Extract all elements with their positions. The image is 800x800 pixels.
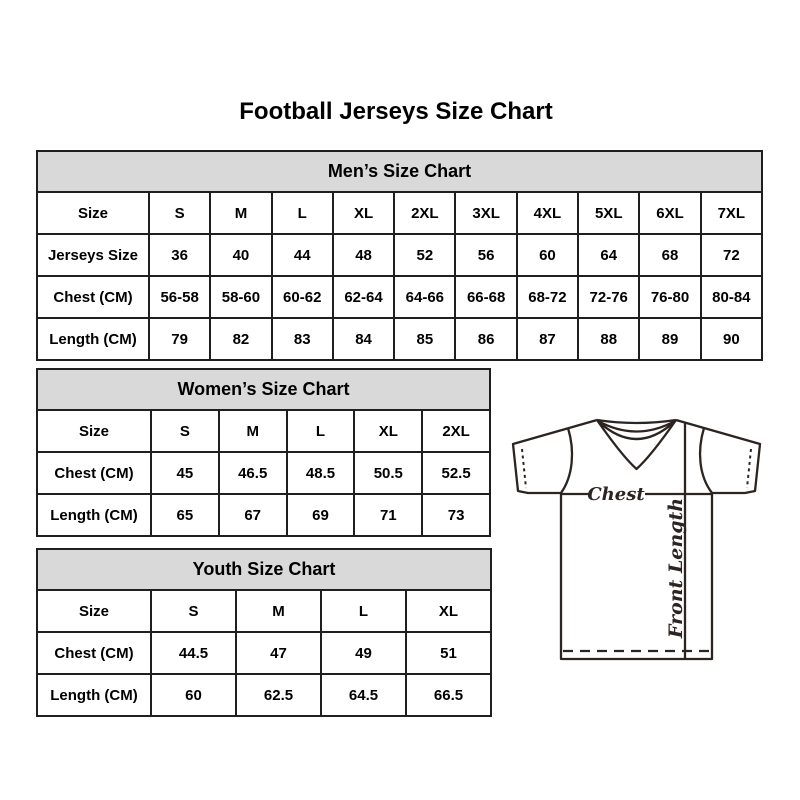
value-cell: S	[151, 410, 219, 452]
table-header-row	[37, 151, 762, 192]
table-header-row	[37, 369, 490, 410]
jersey-collar-top	[597, 420, 676, 423]
value-cell: XL	[354, 410, 422, 452]
front-length-label: Front Length	[665, 497, 687, 639]
table-row	[37, 494, 490, 536]
table-row	[37, 674, 491, 716]
value-cell: 88	[578, 318, 639, 360]
value-cell: 52	[394, 234, 455, 276]
table-header-row	[37, 549, 491, 590]
value-cell: 45	[151, 452, 219, 494]
value-cell: 49	[321, 632, 406, 674]
jersey-left-seam	[561, 428, 572, 493]
value-cell: 48	[333, 234, 394, 276]
value-cell: 50.5	[354, 452, 422, 494]
row-label: Chest (CM)	[37, 452, 151, 494]
value-cell: 5XL	[578, 192, 639, 234]
value-cell: 60	[517, 234, 578, 276]
value-cell: 90	[701, 318, 762, 360]
value-cell: 7XL	[701, 192, 762, 234]
table-row	[37, 632, 491, 674]
value-cell: L	[287, 410, 355, 452]
row-label: Size	[37, 410, 151, 452]
value-cell: 47	[236, 632, 321, 674]
value-cell: M	[236, 590, 321, 632]
womens-table-title: Women’s Size Chart	[37, 369, 490, 410]
value-cell: 44	[272, 234, 333, 276]
value-cell: 51	[406, 632, 491, 674]
table-row	[37, 234, 762, 276]
value-cell: 58-60	[210, 276, 271, 318]
value-cell: 89	[639, 318, 700, 360]
youth-table-title: Youth Size Chart	[37, 549, 491, 590]
table-row	[37, 452, 490, 494]
value-cell: M	[219, 410, 287, 452]
value-cell: 60	[151, 674, 236, 716]
value-cell: 76-80	[639, 276, 700, 318]
value-cell: 86	[455, 318, 516, 360]
value-cell: XL	[333, 192, 394, 234]
table-row	[37, 410, 490, 452]
value-cell: 3XL	[455, 192, 516, 234]
womens-size-table	[36, 368, 491, 537]
value-cell: 72	[701, 234, 762, 276]
value-cell: 56-58	[149, 276, 210, 318]
mens-size-table	[36, 150, 763, 361]
value-cell: L	[321, 590, 406, 632]
table-row	[37, 590, 491, 632]
table-row	[37, 276, 762, 318]
value-cell: 80-84	[701, 276, 762, 318]
value-cell: 87	[517, 318, 578, 360]
row-label: Jerseys Size	[37, 234, 149, 276]
value-cell: 83	[272, 318, 333, 360]
value-cell: 84	[333, 318, 394, 360]
value-cell: M	[210, 192, 271, 234]
value-cell: 69	[287, 494, 355, 536]
jersey-right-seam	[700, 428, 712, 493]
value-cell: 71	[354, 494, 422, 536]
value-cell: 66.5	[406, 674, 491, 716]
value-cell: 6XL	[639, 192, 700, 234]
row-label: Length (CM)	[37, 494, 151, 536]
left-cuff-stitch	[522, 449, 526, 488]
jersey-collar-v	[597, 420, 676, 469]
value-cell: 2XL	[422, 410, 490, 452]
value-cell: 62-64	[333, 276, 394, 318]
value-cell: 44.5	[151, 632, 236, 674]
value-cell: 68-72	[517, 276, 578, 318]
value-cell: S	[151, 590, 236, 632]
value-cell: 4XL	[517, 192, 578, 234]
value-cell: 36	[149, 234, 210, 276]
page-title: Football Jerseys Size Chart	[239, 98, 553, 125]
value-cell: 62.5	[236, 674, 321, 716]
value-cell: 65	[151, 494, 219, 536]
row-label: Size	[37, 192, 149, 234]
value-cell: 82	[210, 318, 271, 360]
jersey-outline	[513, 420, 760, 659]
value-cell: 72-76	[578, 276, 639, 318]
row-label: Chest (CM)	[37, 632, 151, 674]
row-label: Length (CM)	[37, 674, 151, 716]
mens-table-title: Men’s Size Chart	[37, 151, 762, 192]
value-cell: 79	[149, 318, 210, 360]
value-cell: 64-66	[394, 276, 455, 318]
value-cell: XL	[406, 590, 491, 632]
youth-size-table	[36, 548, 492, 717]
value-cell: 48.5	[287, 452, 355, 494]
value-cell: 64.5	[321, 674, 406, 716]
value-cell: 66-68	[455, 276, 516, 318]
value-cell: 64	[578, 234, 639, 276]
value-cell: 67	[219, 494, 287, 536]
value-cell: 46.5	[219, 452, 287, 494]
value-cell: L	[272, 192, 333, 234]
jersey-measurement-diagram	[505, 416, 775, 666]
value-cell: 68	[639, 234, 700, 276]
value-cell: 2XL	[394, 192, 455, 234]
row-label: Size	[37, 590, 151, 632]
value-cell: 85	[394, 318, 455, 360]
row-label: Length (CM)	[37, 318, 149, 360]
value-cell: 60-62	[272, 276, 333, 318]
value-cell: 40	[210, 234, 271, 276]
value-cell: 52.5	[422, 452, 490, 494]
table-row	[37, 318, 762, 360]
value-cell: 73	[422, 494, 490, 536]
value-cell: 56	[455, 234, 516, 276]
row-label: Chest (CM)	[37, 276, 149, 318]
value-cell: S	[149, 192, 210, 234]
chest-label: Chest	[587, 484, 645, 505]
right-cuff-stitch	[747, 449, 751, 488]
table-row	[37, 192, 762, 234]
